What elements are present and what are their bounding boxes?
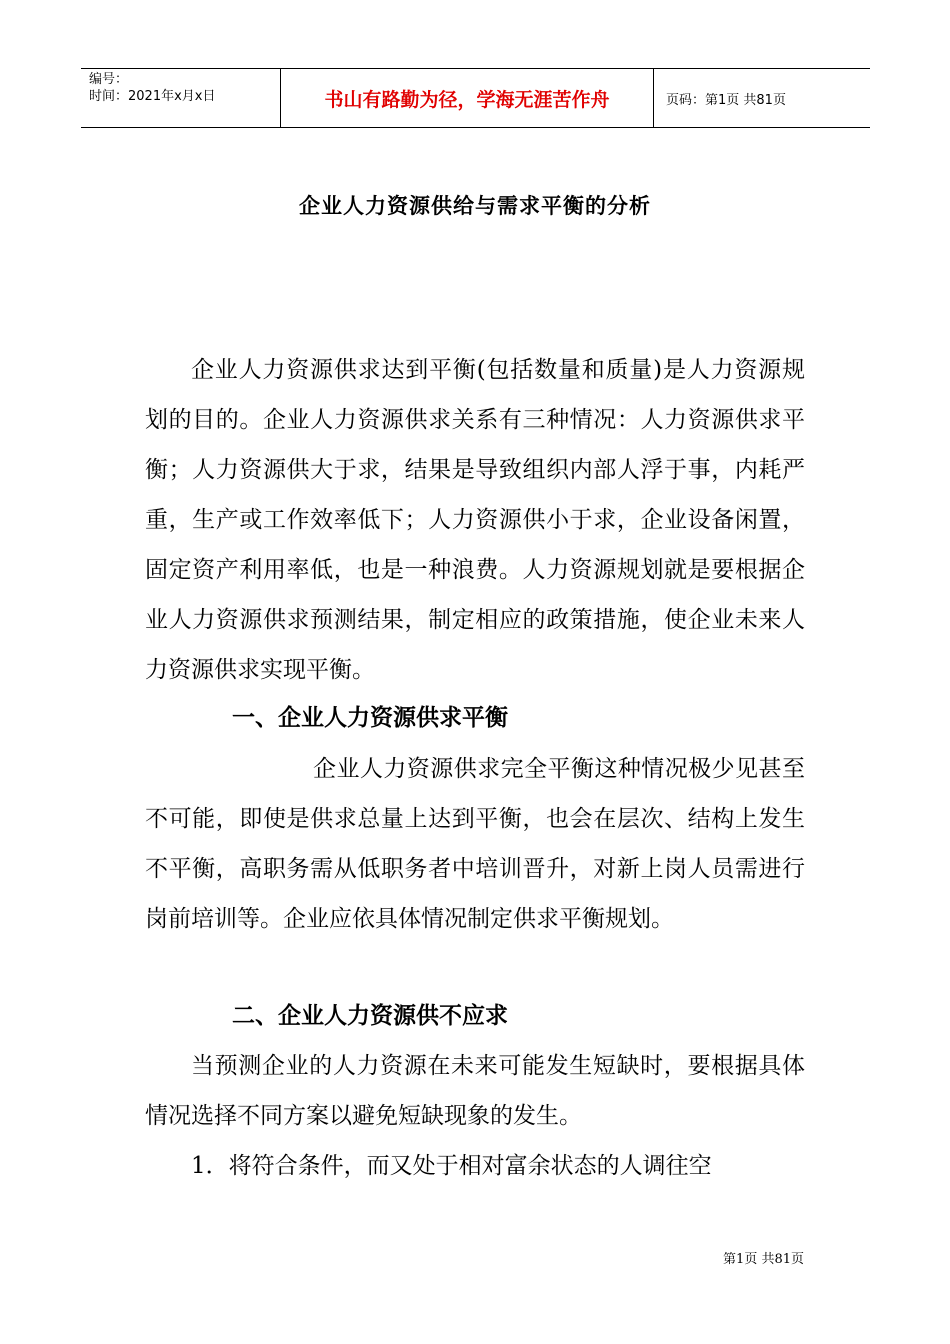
header-page-info: 页码：第1页 共81页 [666,92,786,108]
section1-paragraph: 企业人力资源供求完全平衡这种情况极少见甚至不可能，即使是供求总量上达到平衡，也会在层次、结构上发生不平衡，高职务需从低职务者中培训晋升，对新上岗人员需进行岗前培训等。企业应依具体情况制定供求平衡规划。 [145,756,805,932]
page-header [81,68,870,128]
document-title: 企业人力资源供给与需求平衡的分析 [299,193,651,218]
number-label: 编号： [89,72,129,87]
header-motto: 书山有路勤为径，学海无涯苦作舟 [281,69,654,127]
list-item-1: 1．将符合条件，而又处于相对富余状态的人调往空 [191,1153,712,1179]
section2-heading: 二、企业人力资源供不应求 [232,1002,508,1029]
header-meta [81,69,281,127]
section1-heading: 一、企业人力资源供求平衡 [232,704,508,731]
page-footer: 第1页 共81页 [723,1252,804,1267]
section2-paragraph: 当预测企业的人力资源在未来可能发生短缺时，要根据具体情况选择不同方案以避免短缺现象的发生。 [145,1053,805,1129]
intro-paragraph: 企业人力资源供求达到平衡(包括数量和质量)是人力资源规划的目的。企业人力资源供求关系有三种情况：人力资源供求平衡；人力资源供大于求，结果是导致组织内部人浮于事，内耗严重，生产或工作效率低下；人力资源供小于求，企业设备闲置，固定资产利用率低，也是一种浪费。人力资源规划就是要根据企业人力资源供求预测结果，制定相应的政策措施，使企业未来人力资源供求实现平衡。 [145,357,805,683]
time-label: 时间：2021年x月x日 [89,89,216,104]
